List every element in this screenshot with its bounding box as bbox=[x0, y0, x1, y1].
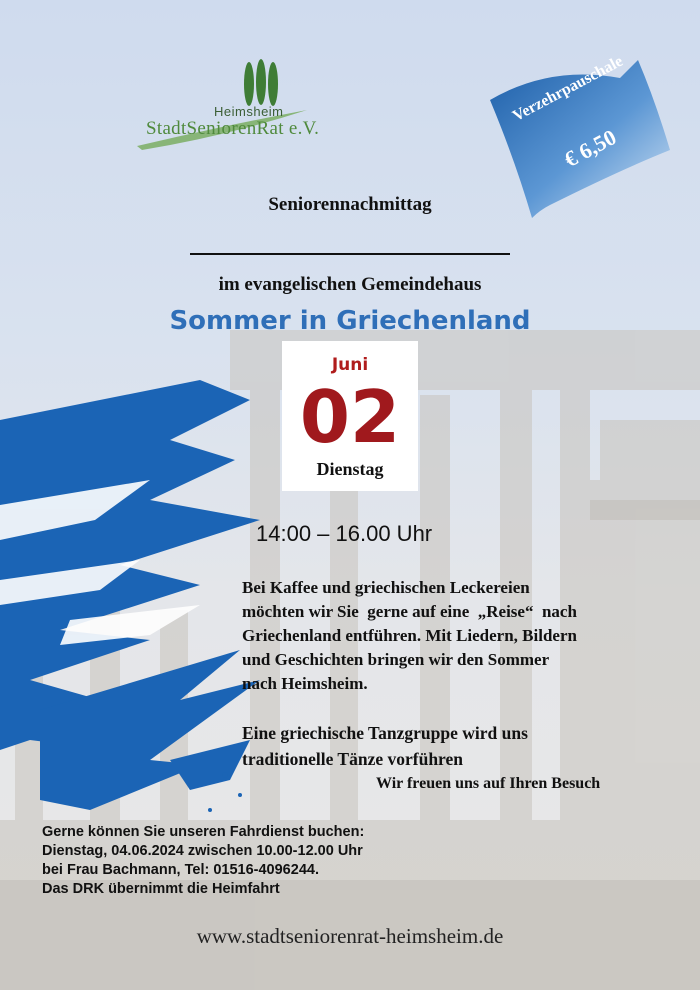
logo-organisation: StadtSeniorenRat e.V. bbox=[146, 118, 320, 139]
transport-info bbox=[42, 823, 364, 899]
price-badge-label: Verzehrpauschale bbox=[510, 52, 626, 126]
date-month: Juni bbox=[331, 355, 369, 375]
transport-line: bei Frau Bachmann, Tel: 01516-4096244. bbox=[42, 862, 319, 878]
dance-line: traditionelle Tänze vorführen bbox=[242, 749, 464, 769]
event-location: im evangelischen Gemeindehaus bbox=[218, 274, 482, 295]
description-line: Bei Kaffee und griechischen Leckereien bbox=[242, 578, 530, 597]
description-line: möchten wir Sie gerne auf eine „Reise“ nach bbox=[242, 602, 577, 621]
transport-line: Das DRK übernimmt die Heimfahrt bbox=[42, 881, 280, 897]
description-line: nach Heimsheim. bbox=[242, 674, 368, 693]
event-theme: Sommer in Griechenland bbox=[169, 306, 531, 336]
dance-text bbox=[242, 720, 662, 772]
description-line: und Geschichten bringen wir den Sommer bbox=[242, 650, 550, 669]
date-weekday: Dienstag bbox=[316, 459, 384, 479]
event-time: 14:00 – 16.00 Uhr bbox=[256, 521, 433, 546]
date-box bbox=[282, 341, 418, 491]
greek-flag-brushstroke bbox=[0, 380, 270, 850]
description-text bbox=[242, 576, 662, 696]
greeting-text: Wir freuen uns auf Ihren Besuch bbox=[376, 775, 601, 792]
date-day: 02 bbox=[299, 375, 401, 459]
price-badge-amount: € 6,50 bbox=[560, 124, 621, 173]
divider bbox=[190, 253, 510, 255]
description-line: Griechenland entführen. Mit Liedern, Bildern bbox=[242, 626, 577, 645]
transport-line: Gerne können Sie unseren Fahrdienst buchen: bbox=[42, 824, 365, 840]
website-link[interactable]: www.stadtseniorenrat-heimsheim.de bbox=[196, 924, 504, 948]
event-kind: Seniorennachmittag bbox=[268, 194, 432, 215]
dance-line: Eine griechische Tanzgruppe wird uns bbox=[242, 723, 528, 743]
logo-town: Heimsheim bbox=[214, 104, 284, 119]
transport-line: Dienstag, 04.06.2024 zwischen 10.00-12.00 Uhr bbox=[42, 843, 363, 859]
